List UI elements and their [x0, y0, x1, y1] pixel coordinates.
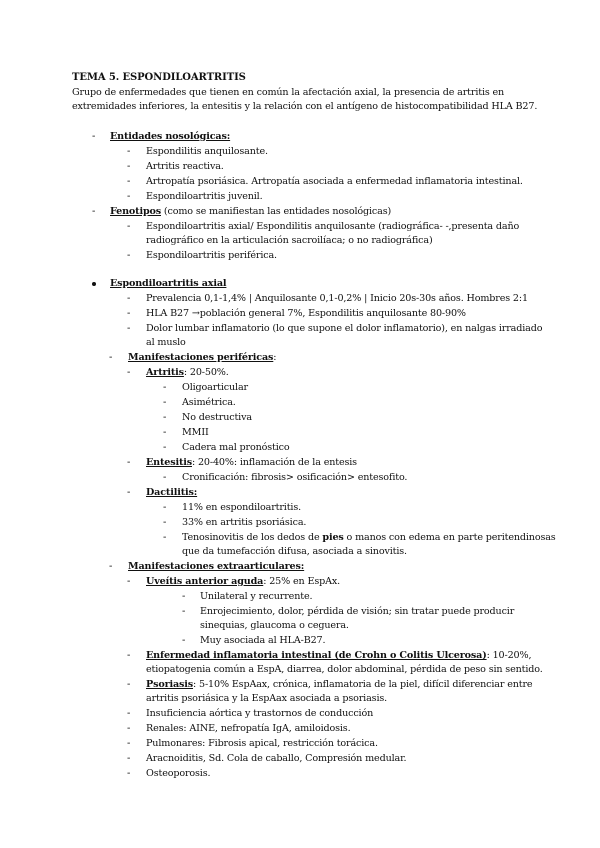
- perifericas-heading: Manifestaciones periféricas: [128, 352, 274, 363]
- dash-marker: -: [163, 532, 167, 543]
- dash-marker: -: [127, 221, 131, 232]
- dash-marker: -: [127, 323, 131, 334]
- dash-marker: -: [127, 191, 131, 202]
- dash-marker: -: [163, 472, 167, 483]
- uveitis-label: Uveítis anterior aguda: [146, 576, 264, 587]
- list-item: Muy asociada al HLA-B27.: [200, 635, 326, 646]
- intro-line-1: Grupo de enfermedades que tienen en común la afectación axial, la presencia de artritis en: [72, 87, 505, 98]
- list-item: Artritis reactiva.: [146, 161, 224, 172]
- dash-marker: -: [109, 352, 113, 363]
- entesitis-rest: : 20-40%: inflamación de la entesis: [192, 457, 357, 468]
- list-item: 11% en espondiloartritis.: [182, 502, 301, 513]
- list-item: Asimétrica.: [182, 397, 236, 408]
- dash-marker: -: [127, 161, 131, 172]
- list-item: MMII: [182, 427, 209, 438]
- list-item: Espondiloartritis juvenil.: [146, 191, 263, 202]
- list-item: 33% en artritis psoriásica.: [182, 517, 307, 528]
- dash-marker: -: [182, 606, 186, 617]
- dash-marker: -: [127, 768, 131, 779]
- list-item-cont: artritis psoriásica y la EspAax asociada a psoriasis.: [146, 693, 388, 704]
- artritis-rest: : 20-50%.: [183, 367, 229, 378]
- fenotipos-line: [110, 206, 391, 218]
- dash-marker: -: [127, 146, 131, 157]
- dash-marker: -: [92, 206, 96, 217]
- intro-line-2: extremidades inferiores, la entesitis y la relación con el antígeno de histocompatibilidad HLA B27.: [72, 101, 538, 112]
- psoriasis-rest: : 5-10% EspAax, crónica, inflamatoria de la piel, difícil diferenciar entre: [193, 679, 533, 690]
- dash-marker: -: [109, 561, 113, 572]
- uveitis-rest: : 25% en EspAx.: [263, 576, 341, 587]
- dash-marker: -: [163, 517, 167, 528]
- fenotipos-heading: Fenotipos: [110, 206, 161, 217]
- dash-marker: -: [163, 382, 167, 393]
- axial-heading: Espondiloartritis axial: [110, 278, 227, 289]
- eii-line: [146, 650, 531, 662]
- list-item: Artropatía psoriásica. Artropatía asociada a enfermedad inflamatoria intestinal.: [146, 176, 523, 187]
- list-item: Insuficiencia aórtica y trastornos de conducción: [146, 708, 374, 719]
- dash-marker: -: [127, 753, 131, 764]
- dash-marker: -: [163, 502, 167, 513]
- dash-marker: -: [163, 397, 167, 408]
- dash-marker: -: [127, 176, 131, 187]
- dash-marker: -: [182, 635, 186, 646]
- eii-label: Enfermedad inflamatoria intestinal (de Crohn o Colitis Ulcerosa): [146, 650, 487, 661]
- list-item: Unilateral y recurrente.: [200, 591, 313, 602]
- bullet-marker: [92, 282, 96, 286]
- list-item: Renales: AINE, nefropatía IgA, amiloidosis.: [146, 723, 351, 734]
- dash-marker: -: [127, 650, 131, 661]
- uveitis-line: [146, 576, 340, 588]
- list-item-cont: radiográfico en la articulación sacroilíaca; o no radiográfica): [146, 235, 433, 246]
- list-item: Dolor lumbar inflamatorio (lo que supone el dolor inflamatorio), en nalgas irradiado: [146, 323, 543, 334]
- dash-marker: -: [92, 131, 96, 142]
- dash-marker: -: [163, 412, 167, 423]
- list-item: Pulmonares: Fibrosis apical, restricción torácica.: [146, 738, 378, 749]
- dash-marker: -: [182, 591, 186, 602]
- entidades-heading: Entidades nosológicas:: [110, 131, 231, 142]
- tenosinovitis-line: [182, 532, 556, 544]
- eii-rest: : 10-20%,: [486, 650, 532, 661]
- dash-marker: -: [127, 487, 131, 498]
- dash-marker: -: [127, 738, 131, 749]
- list-item: Prevalencia 0,1-1,4% | Anquilosante 0,1-0,2% | Inicio 20s-30s años. Hombres 2:1: [146, 293, 528, 304]
- dactilitis-label: Dactilitis:: [146, 487, 198, 498]
- dash-marker: -: [127, 679, 131, 690]
- dash-marker: -: [127, 708, 131, 719]
- list-item: Espondiloartritis axial/ Espondilitis anquilosante (radiográfica- -,presenta daño: [146, 221, 520, 232]
- dash-marker: -: [127, 457, 131, 468]
- dash-marker: -: [163, 427, 167, 438]
- perifericas-line: Manifestaciones periféricas:: [128, 352, 277, 363]
- list-item: Espondiloartritis periférica.: [146, 250, 277, 261]
- page-title: TEMA 5. ESPONDILOARTRITIS: [72, 72, 246, 83]
- dash-marker: -: [127, 367, 131, 378]
- list-item: Cadera mal pronóstico: [182, 442, 290, 453]
- fenotipos-note: (como se manifiestan las entidades nosológicas): [161, 206, 392, 217]
- list-item: Enrojecimiento, dolor, pérdida de visión; sin tratar puede producir: [200, 606, 515, 617]
- dash-marker: -: [163, 442, 167, 453]
- dash-marker: -: [127, 576, 131, 587]
- list-item: Cronificación: fibrosis> osificación> entesofito.: [182, 472, 408, 483]
- list-item: Espondilitis anquilosante.: [146, 146, 268, 157]
- list-item: No destructiva: [182, 412, 252, 423]
- dash-marker: -: [127, 293, 131, 304]
- dash-marker: -: [127, 250, 131, 261]
- list-item: HLA B27 →población general 7%, Espondilitis anquilosante 80-90%: [146, 308, 466, 319]
- psoriasis-label: Psoriasis: [146, 679, 194, 690]
- entesitis-label: Entesitis: [146, 457, 192, 468]
- list-item-cont: al muslo: [146, 337, 186, 348]
- artritis-label: Artritis: [146, 367, 184, 378]
- dash-marker: -: [127, 308, 131, 319]
- teno-bold: pies: [322, 532, 344, 543]
- entesitis-line: [146, 457, 357, 469]
- extra-heading: Manifestaciones extraarticulares:: [128, 561, 305, 572]
- dash-marker: -: [127, 723, 131, 734]
- list-item-cont: sinequias, glaucoma o ceguera.: [200, 620, 349, 631]
- artritis-line: [146, 367, 229, 379]
- list-item: Aracnoiditis, Sd. Cola de caballo, Compresión medular.: [146, 753, 407, 764]
- list-item: Oligoarticular: [182, 382, 248, 393]
- list-item-cont: etiopatogenia común a EspA, diarrea, dolor abdominal, pérdida de peso sin sentido.: [146, 664, 543, 675]
- psoriasis-line: [146, 679, 532, 691]
- list-item-cont: que da tumefacción difusa, asociada a sinovitis.: [182, 546, 407, 557]
- teno-post: o manos con edema en parte peritendinosas: [343, 532, 556, 543]
- teno-pre: Tenosinovitis de los dedos de: [182, 532, 323, 543]
- list-item: Osteoporosis.: [146, 768, 211, 779]
